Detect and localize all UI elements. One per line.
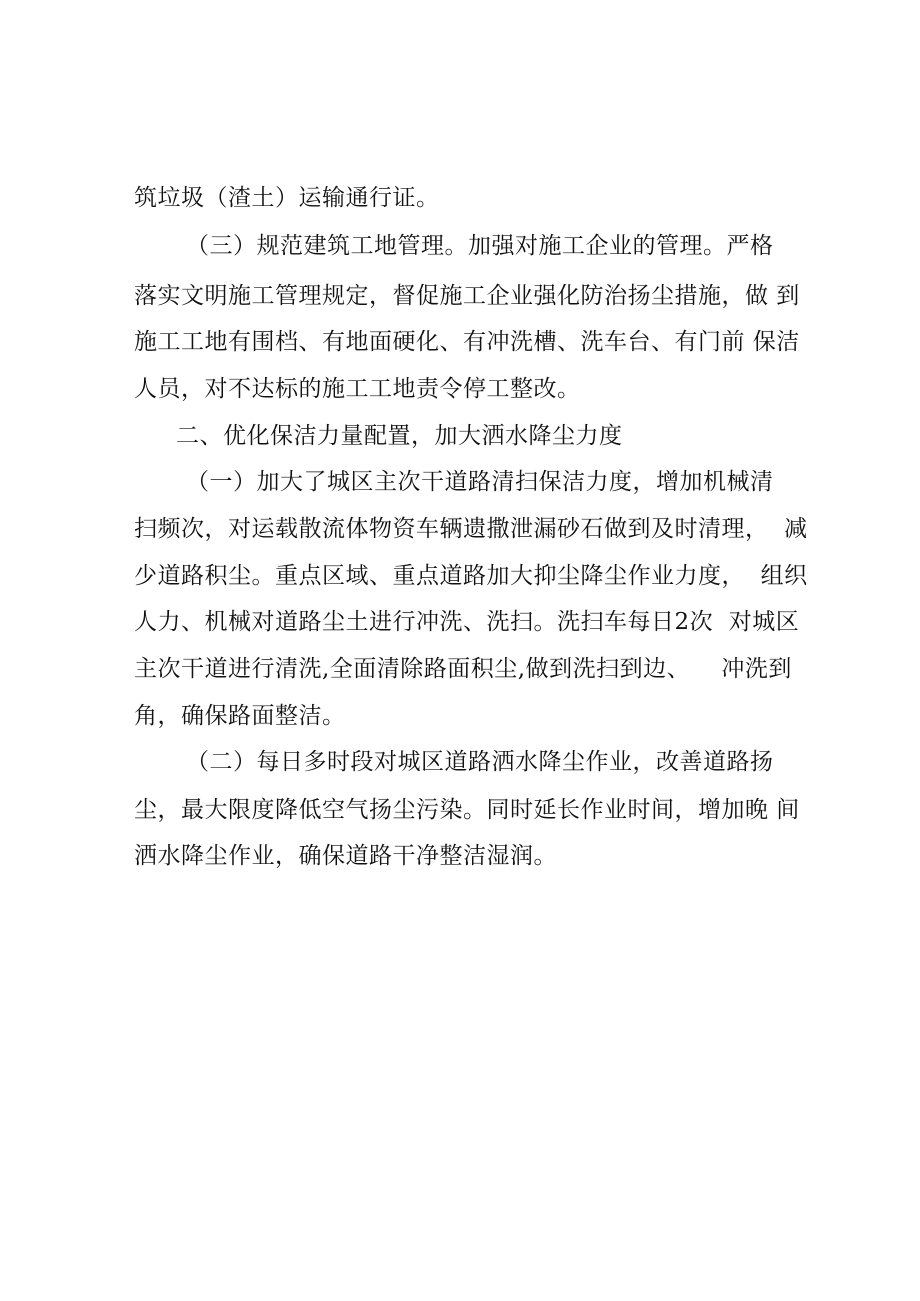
text-line: 落实文明施工管理规定，督促施工企业强化防治扬尘措施，做 到 <box>134 283 800 309</box>
text-line: 主次干道进行清洗,全面清除路面积尘,做到洗扫到边、 冲洗到 <box>134 656 792 682</box>
text-line: 筑垃圾（渣土）运输通行证。 <box>134 185 440 211</box>
text-line: 洒水降尘作业，确保道路干净整洁湿润。 <box>134 843 557 869</box>
text-line: 尘，最大限度降低空气扬尘污染。同时延长作业时间，增加晚 间 <box>134 797 800 823</box>
text-line: 扫频次，对运载散流体物资车辆遗撒泄漏砂石做到及时清理， 减 <box>134 516 808 542</box>
text-line: 少道路积尘。重点区域、重点道路加大抑尘降尘作业力度， 组织 <box>134 563 808 589</box>
text-line: 人力、机械对道路尘土进行冲洗、洗扫。洗扫车每日2次 对城区 <box>134 609 800 635</box>
subsection-heading-2: （二）每日多时段对城区道路洒水降尘作业，改善道路扬 <box>186 749 774 775</box>
subsection-heading-1: （一）加大了城区主次干道路清扫保洁力度，增加机械清 <box>186 469 774 495</box>
text-line: 施工工地有围档、有地面硬化、有冲洗槽、洗车台、有门前 保洁 <box>134 329 800 355</box>
text-line: 角，确保路面整洁。 <box>134 703 346 729</box>
section-heading-2: 二、优化保洁力量配置，加大洒水降尘力度 <box>176 423 623 449</box>
text-line: 人员，对不达标的施工工地责令停工整改。 <box>134 376 581 402</box>
section-heading-3: （三）规范建筑工地管理。加强对施工企业的管理。严格 <box>186 233 774 259</box>
